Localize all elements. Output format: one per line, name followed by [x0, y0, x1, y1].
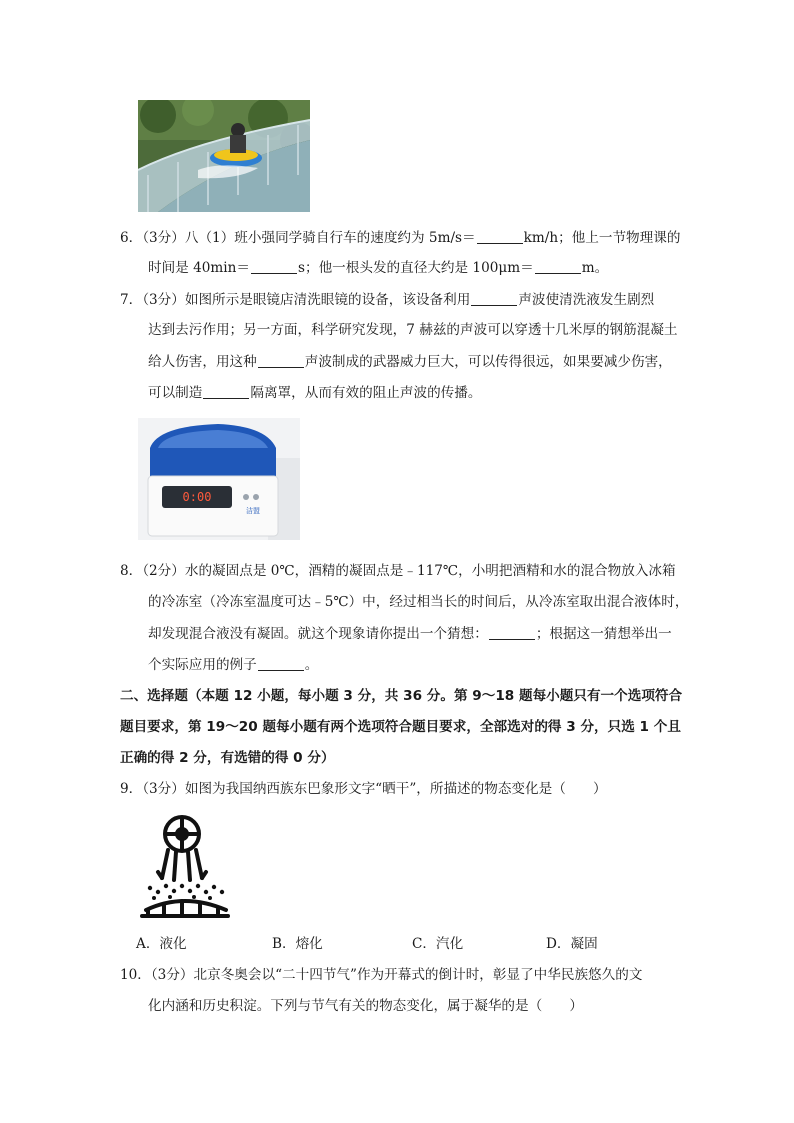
q7-line-3: 给人伤害，用这种 声波制成的武器威力巨大，可以传得很远，如果要减少伤害， — [148, 354, 672, 370]
q10-line-2: 化内涵和历史积淀。下列与节气有关的物态变化，属于凝华的是（ ） — [148, 998, 583, 1014]
q9-stem: 9．（3分）如图为我国纳西族东巴象形文字“晒干”，所描述的物态变化是（ ） — [120, 781, 607, 797]
q7-line-1: 7．（3分）如图所示是眼镜店清洗眼镜的设备，该设备利用 声波使清洗液发生剧烈 — [120, 292, 655, 308]
q6-line-2: 时间是 40min＝ s；他一根头发的直径大约是 100μm＝ m。 — [148, 260, 609, 276]
q8-line-4: 个实际应用的例子 。 — [148, 657, 319, 673]
q8-line-1: 8．（2分）水的凝固点是 0℃，酒精的凝固点是﹣117℃，小明把酒精和水的混合物放入冰箱 — [120, 563, 676, 579]
q8-blank-2 — [258, 656, 304, 671]
q7-line-2: 达到去污作用；另一方面，科学研究发现，7 赫兹的声波可以穿透十几米厚的钢筋混凝土 — [148, 322, 678, 338]
ultrasonic-cleaner-photo — [138, 418, 300, 540]
q7-blank-1 — [471, 291, 517, 306]
q6-blank-3 — [535, 259, 581, 274]
cleaner-brand-label: 洁盟 — [246, 507, 260, 515]
q9-option-b[interactable]: B．熔化 — [272, 936, 323, 952]
section-2-heading-line-2: 题目要求，第 19～20 题每小题有两个选项符合题目要求，全部选对的得 3 分，只选 1 个且 — [120, 719, 681, 735]
water-slide-image — [138, 100, 310, 212]
dongba-sun-drying-glyph — [136, 812, 232, 922]
ultrasonic-cleaner-image — [138, 418, 300, 540]
q9-option-d[interactable]: D．凝固 — [546, 936, 598, 952]
cleaner-display-readout: 0:00 — [182, 490, 212, 504]
q9-option-a[interactable]: A．液化 — [136, 936, 187, 952]
q6-blank-1 — [477, 229, 523, 244]
water-slide-photo — [138, 100, 310, 212]
q6-line-1: 6．（3分）八（1）班小强同学骑自行车的速度约为 5m/s＝ km/h；他上一节物理课的 — [120, 230, 681, 246]
q8-blank-1 — [489, 625, 535, 640]
section-2-heading-line-1: 二、选择题（本题 12 小题，每小题 3 分，共 36 分。第 9～18 题每小题只有一个选项符合 — [120, 688, 683, 704]
q7-blank-2 — [258, 353, 304, 368]
q8-line-3: 却发现混合液没有凝固。就这个现象请你提出一个猜想： ；根据这一猜想举出一 — [148, 626, 672, 642]
q7-blank-3 — [203, 384, 249, 399]
q7-line-4: 可以制造 隔离罩，从而有效的阻止声波的传播。 — [148, 385, 482, 401]
dongba-pictograph — [136, 812, 232, 922]
section-2-heading-line-3: 正确的得 2 分，有选错的得 0 分） — [120, 750, 335, 766]
q8-line-2: 的冷冻室（冷冻室温度可达﹣5℃）中，经过相当长的时间后，从冷冻室取出混合液体时， — [148, 594, 689, 610]
q10-line-1: 10．（3分）北京冬奥会以“二十四节气”作为开幕式的倒计时，彰显了中华民族悠久的文 — [120, 967, 643, 983]
q9-option-c[interactable]: C．汽化 — [412, 936, 464, 952]
q6-blank-2 — [251, 259, 297, 274]
